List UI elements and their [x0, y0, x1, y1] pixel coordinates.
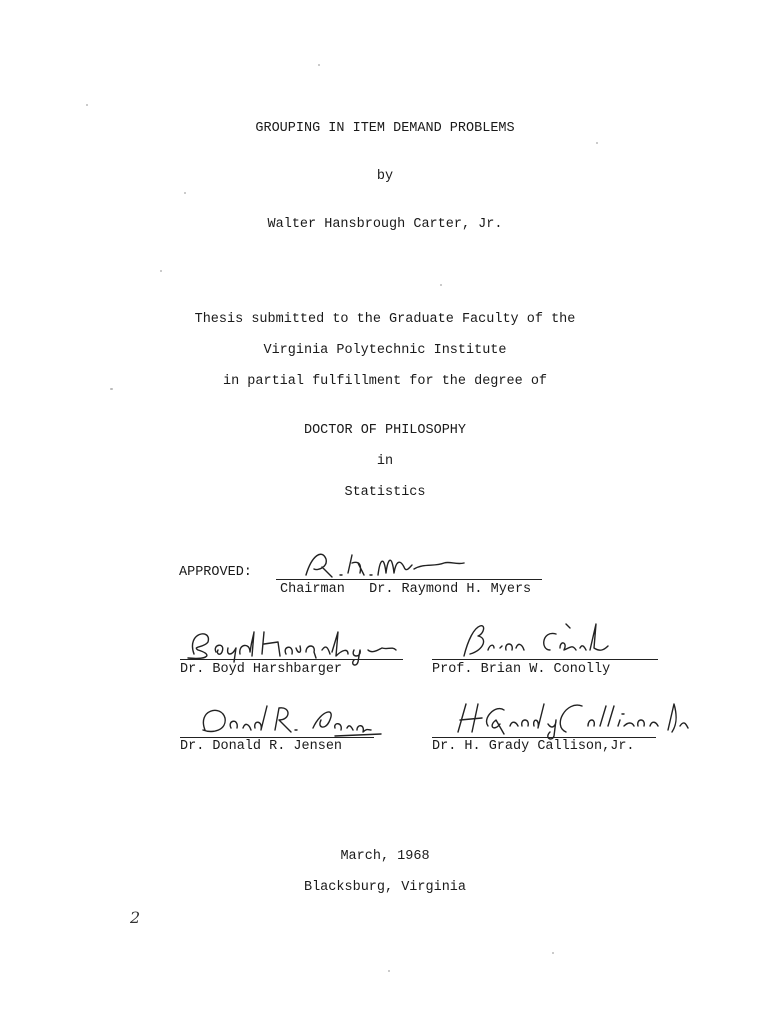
jensen-signature-line [180, 737, 374, 738]
harshbarger-signature-line [180, 659, 403, 660]
field-of-study: Statistics [344, 485, 426, 500]
scan-speck [318, 64, 320, 66]
approved-label: APPROVED: [179, 565, 252, 580]
scan-speck [110, 388, 113, 390]
submission-place: Blacksburg, Virginia [303, 880, 467, 895]
callison-name: Dr. H. Grady Callison,Jr. [432, 739, 635, 754]
margin-handwritten-note: 2 [130, 908, 141, 927]
scan-speck [160, 270, 162, 272]
thesis-title: GROUPING IN ITEM DEMAND PROBLEMS [255, 121, 515, 136]
callison-signature-line [432, 737, 656, 738]
scan-speck [86, 104, 88, 106]
scan-speck [596, 142, 598, 144]
submission-line-2: Virginia Polytechnic Institute [263, 343, 507, 358]
scan-speck [440, 284, 442, 286]
by-line: by [376, 169, 394, 184]
submission-date: March, 1968 [340, 849, 430, 864]
in-line: in [376, 454, 394, 469]
conolly-name: Prof. Brian W. Conolly [432, 662, 611, 677]
submission-line-1: Thesis submitted to the Graduate Faculty of the [194, 312, 576, 327]
chairman-signature-line [276, 579, 542, 580]
jensen-name: Dr. Donald R. Jensen [180, 739, 343, 754]
conolly-signature-line [432, 659, 658, 660]
scan-speck [388, 970, 390, 972]
author-name: Walter Hansbrough Carter, Jr. [267, 217, 503, 232]
scan-speck [184, 192, 186, 194]
scan-speck [552, 952, 554, 954]
degree: DOCTOR OF PHILOSOPHY [303, 423, 467, 438]
chairman-caption: Chairman Dr. Raymond H. Myers [280, 582, 532, 597]
submission-line-3: in partial fulfillment for the degree of [222, 374, 548, 389]
harshbarger-name: Dr. Boyd Harshbarger [180, 662, 343, 677]
